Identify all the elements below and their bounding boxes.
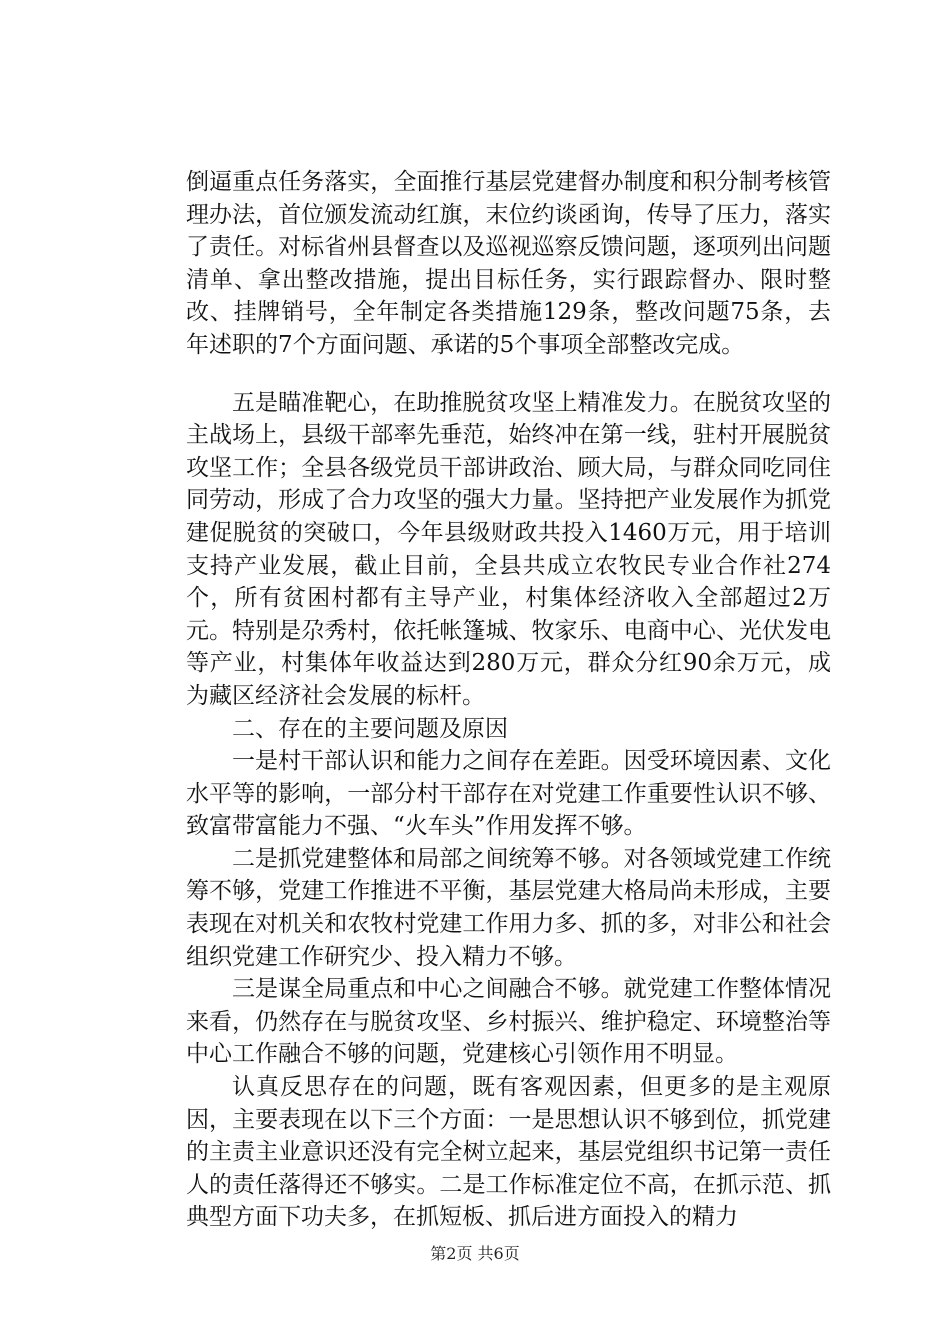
paragraph-problem-three: 三是谋全局重点和中心之间融合不够。就党建工作整体情况来看，仍然存在与脱贫攻坚、乡村振兴、维护稳定、环境整治等中心工作融合不够的问题，党建核心引领作用不明显。: [186, 976, 831, 1068]
paragraph-continued: 倒逼重点任务落实，全面推行基层党建督办制度和积分制考核管理办法，首位颁发流动红旗，末位约谈函询，传导了压力，落实了责任。对标省州县督查以及巡视巡察反馈问题，逐项列出问题清单、拿出整改措施，提出目标任务，实行跟踪督办、限时整改、挂牌销号，全年制定各类措施129条，整改问题75条，去年述职的7个方面问题、承诺的5个事项全部整改完成。: [186, 169, 831, 358]
paragraph-reflection: 认真反思存在的问题，既有客观因素，但更多的是主观原因，主要表现在以下三个方面：一是思想认识不够到位，抓党建的主责主业意识还没有完全树立起来，基层党组织书记第一责任人的责任落得还不够实。二是工作标准定位不高，在抓示范、抓典型方面下功夫多，在抓短板、抓后进方面投入的精力: [186, 1074, 831, 1231]
paragraph-problem-one: 一是村干部认识和能力之间存在差距。因受环境因素、文化水平等的影响，一部分村干部存在对党建工作重要性认识不够、致富带富能力不强、“火车头”作用发挥不够。: [186, 748, 831, 840]
page-footer: 第2页 共6页: [430, 1244, 520, 1263]
paragraph-poverty-alleviation: 五是瞄准靶心，在助推脱贫攻坚上精准发力。在脱贫攻坚的主战场上，县级干部率先垂范，始终冲在第一线，驻村开展脱贫攻坚工作；全县各级党员干部讲政治、顾大局，与群众同吃同住同劳动，形成了合力攻坚的强大力量。坚持把产业发展作为抓党建促脱贫的突破口，今年县级财政共投入1460万元，用于培训支持产业发展，截止目前，全县共成立农牧民专业合作社274个，所有贫困村都有主导产业，村集体经济收入全部超过2万元。特别是尕秀村，依托帐篷城、牧家乐、电商中心、光伏发电等产业，村集体年收益达到280万元，群众分红90余万元，成为藏区经济社会发展的标杆。: [186, 389, 831, 709]
paragraph-problem-two: 二是抓党建整体和局部之间统筹不够。对各领域党建工作统筹不够，党建工作推进不平衡，基层党建大格局尚未形成，主要表现在对机关和农牧村党建工作用力多、抓的多，对非公和社会组织党建工作研究少、投入精力不够。: [186, 845, 831, 970]
section-heading-problems: 二、存在的主要问题及原因: [232, 715, 508, 742]
document-body: [186, 166, 831, 1234]
